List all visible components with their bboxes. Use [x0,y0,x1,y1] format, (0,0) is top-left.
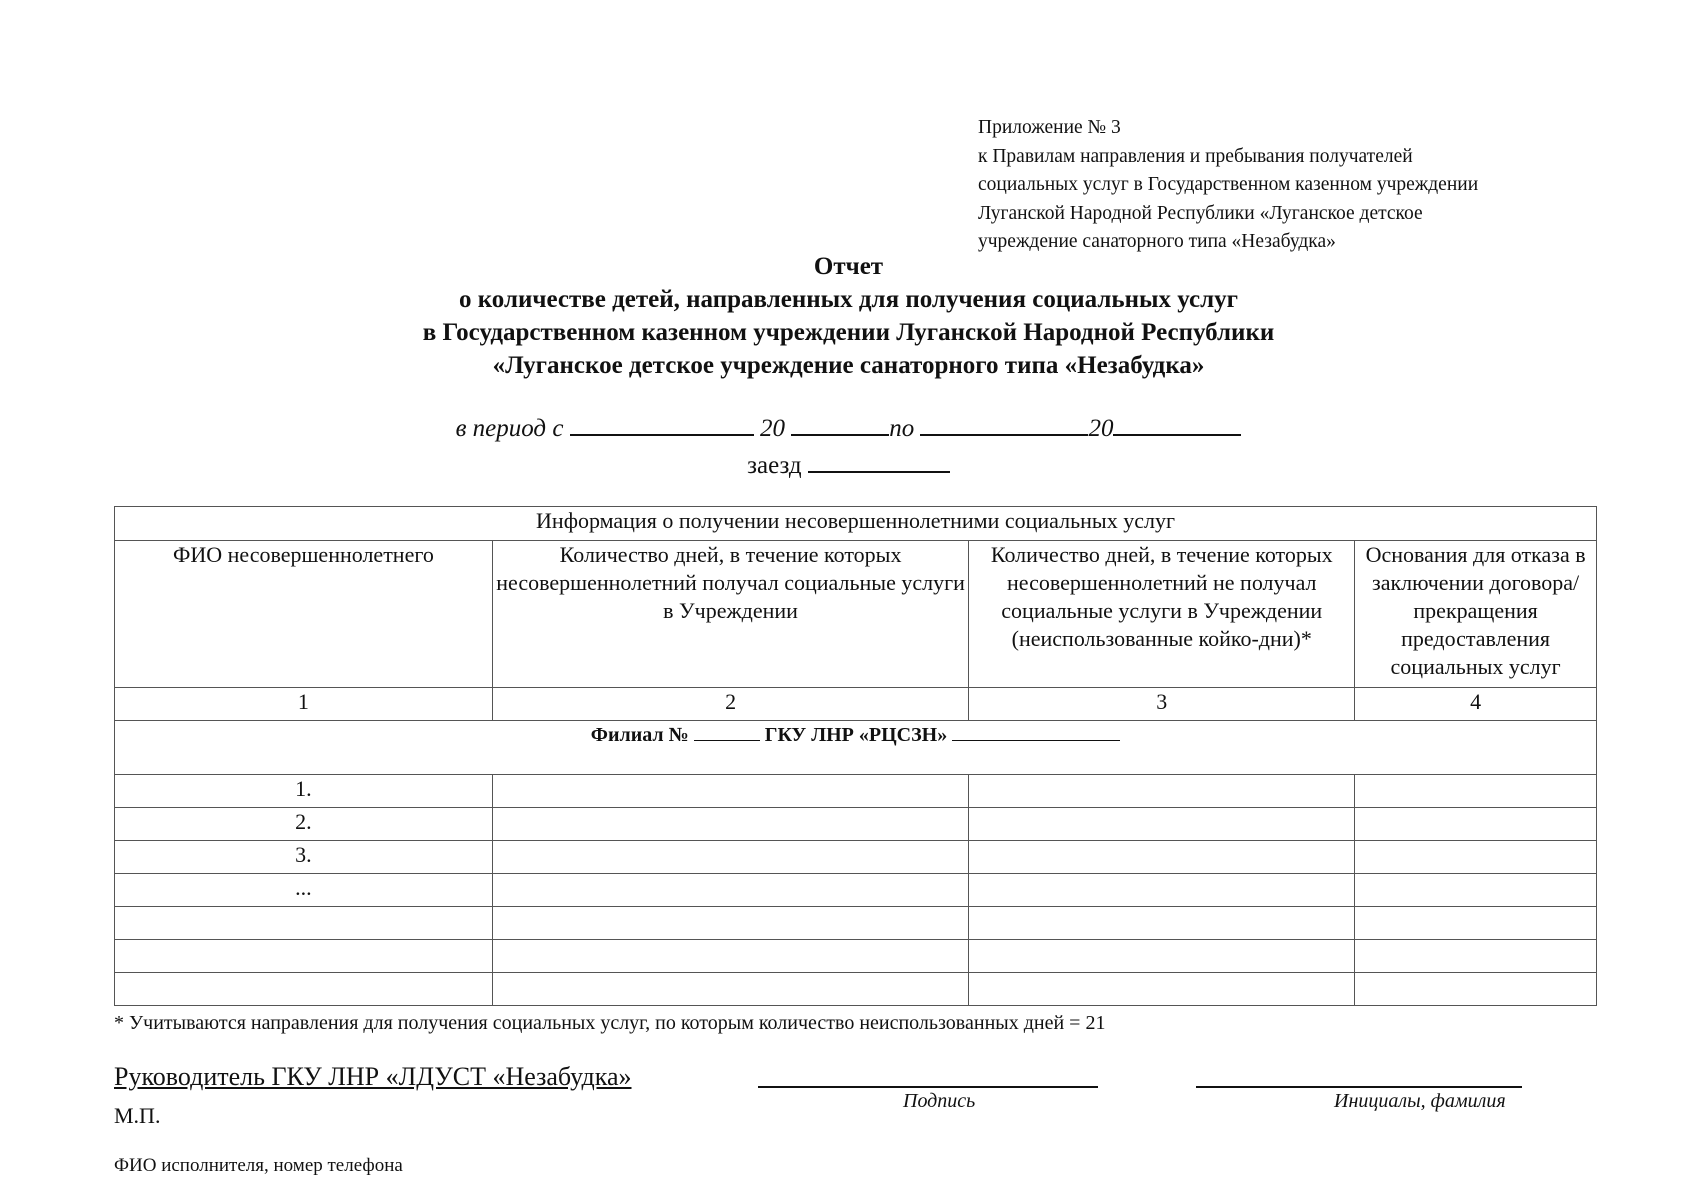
name-line[interactable] [1196,1086,1522,1088]
table-cell[interactable] [492,874,969,907]
table-cell[interactable] [969,775,1355,808]
table-cell[interactable] [1355,841,1597,874]
table-cell[interactable] [1355,775,1597,808]
table-cell[interactable] [492,940,969,973]
report-title [0,250,1697,382]
row-label[interactable] [115,973,493,1006]
head-title: Руководитель ГКУ ЛНР «ЛДУСТ «Незабудка» [114,1062,632,1091]
branch-org: ГКУ ЛНР «РЦСЗН» [764,724,948,746]
appendix-line: Луганской Народной Республики «Луганское детское [978,202,1423,224]
table-cell[interactable] [1355,808,1597,841]
zaezd-line [0,449,1697,480]
appendix-line: социальных услуг в Государственном казенном учреждении [978,174,1479,195]
table-cell[interactable] [969,907,1355,940]
appendix-block [978,114,1638,257]
column-number: 1 [115,688,493,721]
row-label[interactable]: 2. [115,808,493,841]
branch-prefix: Филиал № [590,724,689,746]
table-cell[interactable] [969,841,1355,874]
table-cell[interactable] [1355,973,1597,1006]
column-number: 4 [1355,688,1597,721]
appendix-line: Приложение № 3 [978,117,1121,138]
period-start-blank[interactable] [570,412,754,436]
table-cell[interactable] [492,907,969,940]
table-row [115,808,1597,841]
table-cell[interactable] [969,874,1355,907]
table-cell[interactable] [969,808,1355,841]
branch-name-blank[interactable] [952,722,1120,741]
column-header: Количество дней, в течение которых несовершеннолетний получал социальные услуги в Учреждении [492,541,969,688]
table-cell[interactable] [1355,940,1597,973]
zaezd-blank[interactable] [808,449,950,473]
title-line: в Государственном казенном учреждении Луганской Народной Республики [422,319,1275,346]
column-header: Количество дней, в течение которых несовершеннолетний не получал социальные услуги в Учреждении (неиспользованные койко-дни)* [969,541,1355,688]
table-cell[interactable] [1355,874,1597,907]
period-end-blank[interactable] [920,412,1088,436]
table-row [115,874,1597,907]
table-row [115,775,1597,808]
table-cell[interactable] [492,808,969,841]
table-row [115,940,1597,973]
signature-line[interactable] [758,1086,1098,1088]
column-number: 3 [969,688,1355,721]
table-row [115,841,1597,874]
period-year2-blank[interactable] [1113,412,1241,436]
footnote: * Учитываются направления для получения социальных услуг, по которым количество неиспользованных дней = 21 [114,1012,1106,1034]
info-header: Информация о получении несовершеннолетними социальных услуг [115,507,1597,541]
signature-caption: Подпись [903,1090,976,1112]
executor-label: ФИО исполнителя, номер телефона [114,1155,403,1176]
appendix-line: учреждение санаторного типа «Незабудка» [978,231,1336,252]
column-header: ФИО несовершеннолетнего [115,541,493,688]
table-row [115,907,1597,940]
period-year1: 20 [759,415,785,442]
period-prefix: в период с [455,415,564,442]
period-year1-blank[interactable] [791,412,889,436]
table-cell[interactable] [492,841,969,874]
title-line: Отчет [813,253,884,280]
table-cell[interactable] [1355,907,1597,940]
column-number: 2 [492,688,969,721]
row-label[interactable]: ... [115,874,493,907]
row-label[interactable] [115,907,493,940]
period-to: по [889,415,915,442]
table-cell[interactable] [492,775,969,808]
title-line: о количестве детей, направленных для получения социальных услуг [458,286,1238,313]
table-cell[interactable] [969,973,1355,1006]
title-line: «Луганское детское учреждение санаторного типа «Незабудка» [492,352,1205,379]
row-label[interactable]: 1. [115,775,493,808]
table-row [115,973,1597,1006]
zaezd-label: заезд [747,452,802,479]
branch-row [115,721,1597,775]
name-caption: Инициалы, фамилия [1334,1090,1506,1112]
row-label[interactable]: 3. [115,841,493,874]
branch-number-blank[interactable] [694,722,760,741]
table-cell[interactable] [492,973,969,1006]
table-cell[interactable] [969,940,1355,973]
column-header: Основания для отказа в заключении договора/прекращения предоставления социальных услуг [1355,541,1597,688]
report-table [114,506,1597,1006]
period-line [0,412,1697,443]
row-label[interactable] [115,940,493,973]
stamp-place: М.П. [114,1103,161,1128]
appendix-line: к Правилам направления и пребывания получателей [978,145,1413,167]
period-year2: 20 [1088,415,1114,442]
